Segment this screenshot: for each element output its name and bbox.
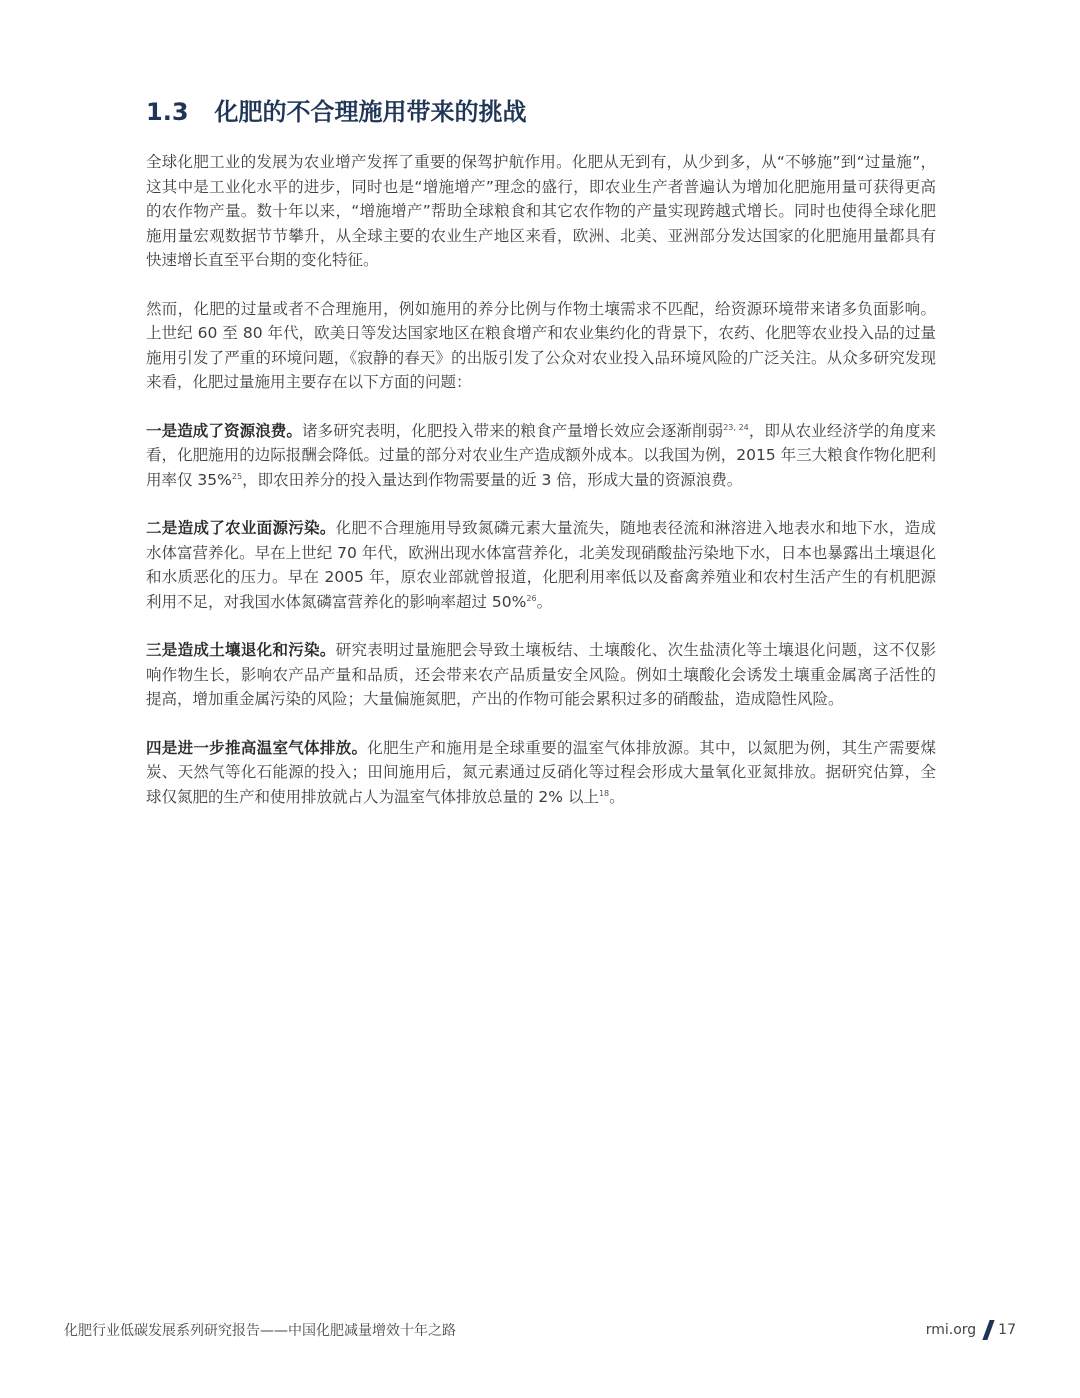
citation-superscript: 18	[598, 788, 610, 798]
citation-superscript: 25	[231, 471, 243, 481]
paragraph-soil-degradation	[146, 638, 936, 712]
paragraph-text: ，即从农业经济学的角度来看，化肥施用的边际报酬会降低。过量的部分对农业生产造成额外成本。以我国为例，2015 年三大粮食作物化肥利用率仅 35%	[146, 421, 936, 489]
article-body	[146, 150, 936, 833]
slash-divider-icon	[983, 1320, 995, 1340]
section-title: 化肥的不合理施用带来的挑战	[214, 98, 527, 126]
page-footer	[64, 1320, 1016, 1342]
paragraph-text: 诸多研究表明，化肥投入带来的粮食产量增长效应会逐渐削弱	[302, 421, 724, 440]
paragraph-text: ，即农田养分的投入量达到作物需要量的近 3 倍，形成大量的资源浪费。	[242, 470, 743, 489]
paragraph-text: 研究表明过量施肥会导致土壤板结、土壤酸化、次生盐渍化等土壤退化问题，这不仅影响作物生长，影响农产品产量和品质，还会带来农产品质量安全风险。例如土壤酸化会诱发土壤重金属离子活性的提高，增加重金属污染的风险；大量偏施氮肥，产出的作物可能会累积过多的硝酸盐，造成隐性风险。	[146, 641, 936, 708]
paragraph-lead: 四是进一步推高温室气体排放。	[146, 738, 368, 757]
paragraph-text: 全球化肥工业的发展为农业增产发挥了重要的保驾护航作用。化肥从无到有，从少到多，从“不够施”到“过量施”，这其中是工业化水平的进步，同时也是“增施增产”理念的盛行，即农业生产者普遍认为增加化肥施用量可获得更高的农作物产量。数十年以来，“增施增产”帮助全球粮食和其它农作物的产量实现跨越式增长。同时也使得全球化肥施用量宏观数据节节攀升，从全球主要的农业生产地区来看，欧洲、北美、亚洲部分发达国家的化肥施用量都具有快速增长直至平台期的变化特征。	[146, 153, 936, 269]
paragraph-ghg-emissions	[146, 736, 936, 810]
section-number: 1.3	[146, 98, 189, 126]
citation-superscript: 23, 24	[723, 422, 749, 432]
paragraph-text: 。	[609, 787, 625, 806]
paragraph-lead: 二是造成了农业面源污染。	[146, 519, 336, 537]
paragraph-lead: 三是造成土壤退化和污染。	[146, 641, 336, 659]
footer-right-group	[926, 1320, 1016, 1340]
page-number: 17	[998, 1322, 1016, 1338]
paragraph-resource-waste	[146, 419, 936, 493]
citation-superscript: 26	[526, 593, 537, 603]
section-heading	[146, 92, 527, 127]
paragraph-text: 然而，化肥的过量或者不合理施用，例如施用的养分比例与作物土壤需求不匹配，给资源环境带来诸多负面影响。上世纪 60 至 80 年代，欧美日等发达国家地区在粮食增产和农业集约化的背景下，农药、化肥等农业投入品的过量施用引发了严重的环境问题，《寂静的春天》的出版引发了公众对农业投入品环境风险的广泛关注。从众多研究发现来看，化肥过量施用主要存在以下方面的问题：	[146, 299, 936, 391]
footer-site-link[interactable]: rmi.org	[925, 1322, 977, 1338]
paragraph-text: 化肥不合理施用导致氮磷元素大量流失，随地表径流和淋溶进入地表水和地下水，造成水体富营养化。早在上世纪 70 年代，欧洲出现水体富营养化，北美发现硝酸盐污染地下水，日本也暴露出土壤退化和水质恶化的压力。早在 2005 年，原农业部就曾报道，化肥利用率低以及畜禽养殖业和农村生活产生的有机肥源利用不足，对我国水体氮磷富营养化的影响率超过 50%	[146, 519, 936, 611]
paragraph-nonpoint-pollution	[146, 516, 936, 614]
footer-report-title: 化肥行业低碳发展系列研究报告——中国化肥减量增效十年之路	[64, 1323, 456, 1339]
paragraph-intro	[146, 150, 936, 273]
paragraph-text: 化肥生产和施用是全球重要的温室气体排放源。其中，以氮肥为例，其生产需要煤炭、天然气等化石能源的投入；田间施用后，氮元素通过反硝化等过程会形成大量氧化亚氮排放。据研究估算，全球仅氮肥的生产和使用排放就占人为温室气体排放总量的 2% 以上	[146, 738, 936, 806]
paragraph-lead: 一是造成了资源浪费。	[146, 421, 303, 440]
paragraph-problems-intro	[146, 297, 936, 395]
paragraph-text: 。	[536, 592, 553, 611]
